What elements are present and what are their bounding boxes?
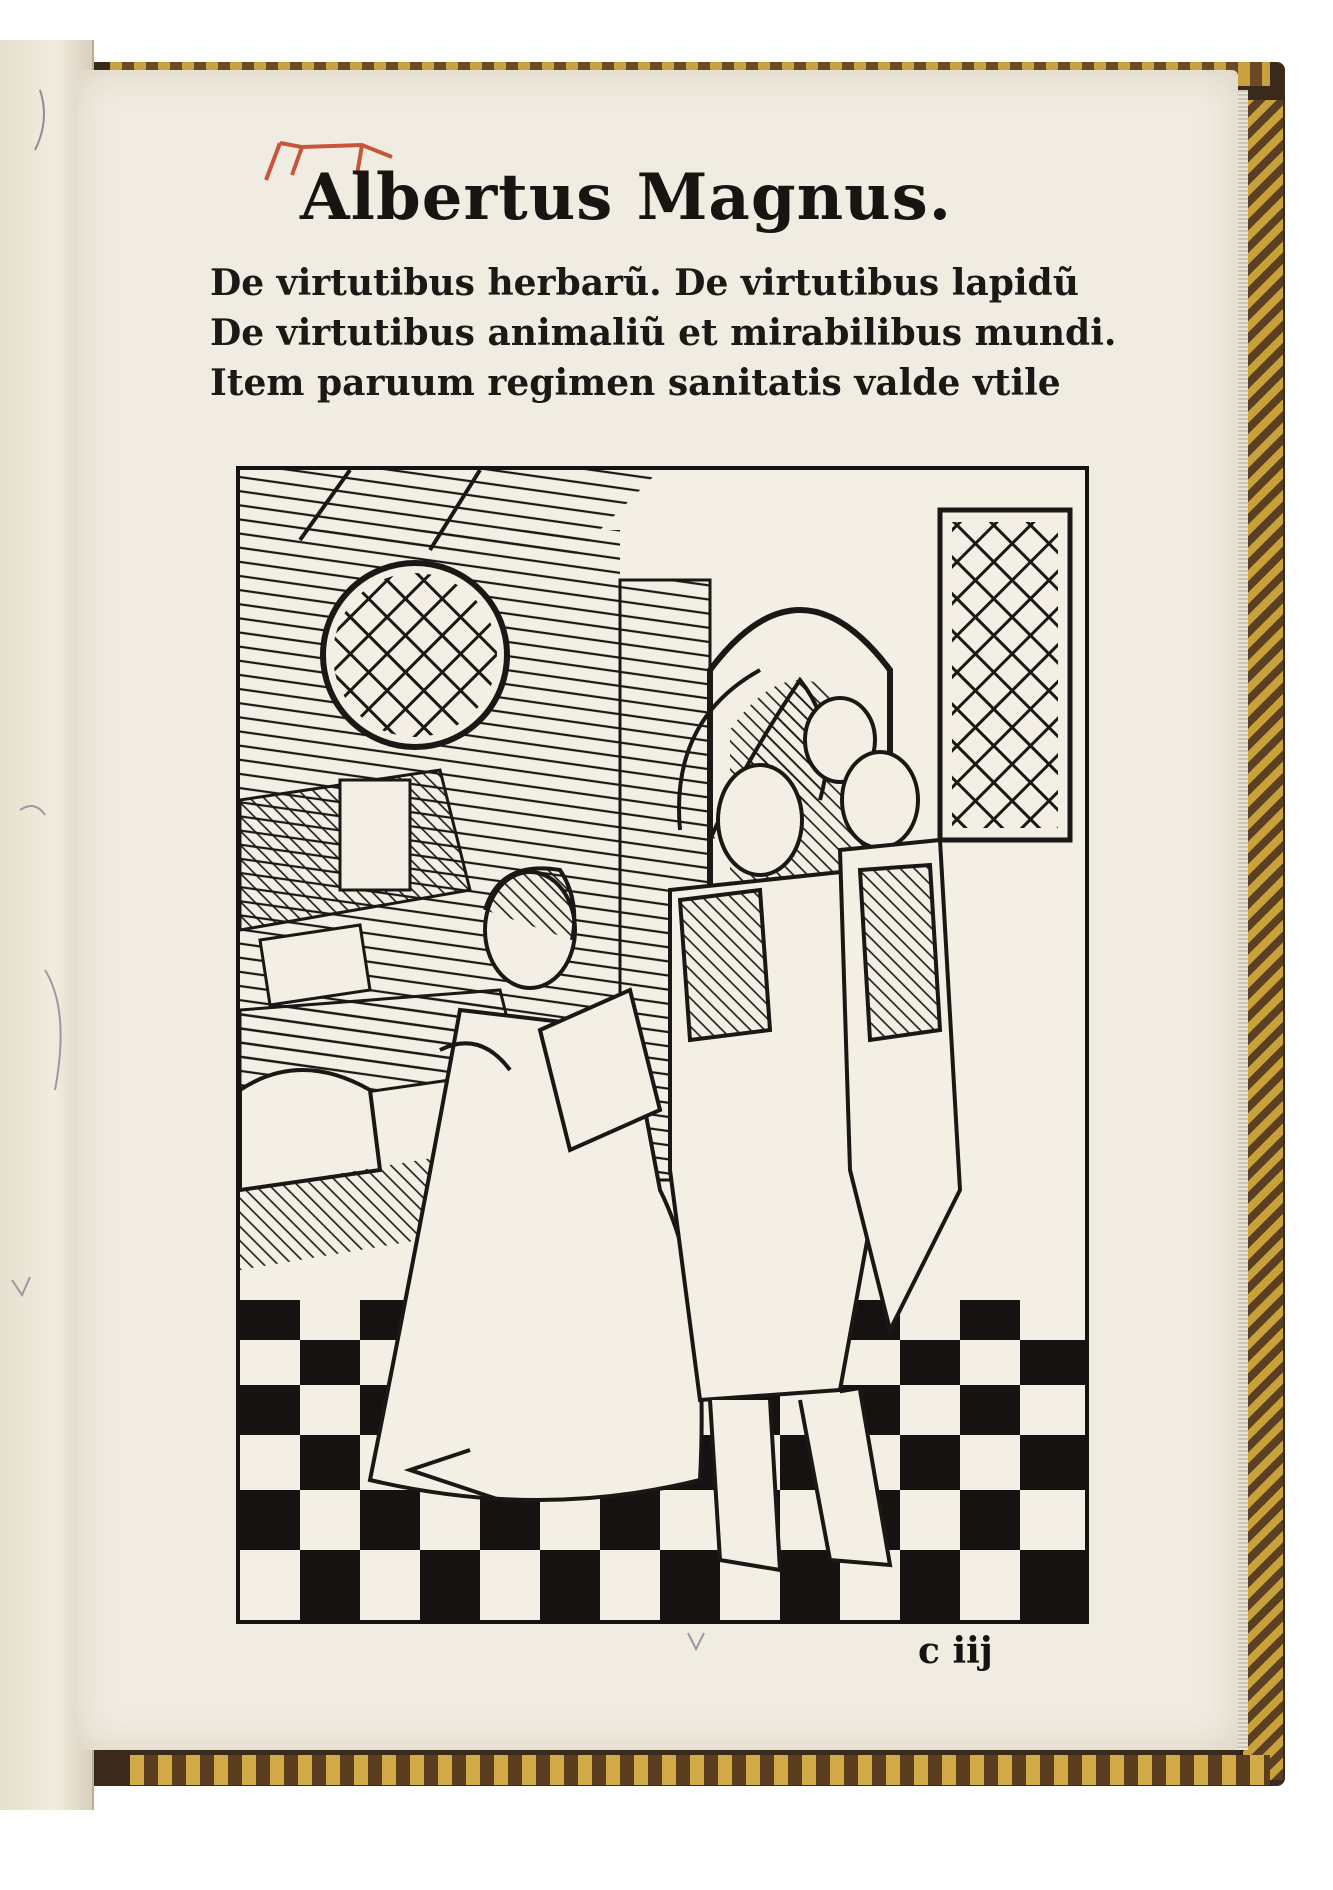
title-line-3: Item paruum regimen sanitatis valde vtile (210, 362, 1061, 404)
signature-mark: c iij (918, 1630, 993, 1672)
woodcut-drawing (240, 470, 1085, 1620)
pencil-mark (682, 1625, 712, 1655)
title-line-1: De virtutibus herbarũ. De virtutibus lapidũ (210, 262, 1079, 304)
woodcut-illustration (236, 466, 1089, 1624)
book-title: Albertus Magnus. (300, 160, 952, 235)
title-line-2: De virtutibus animaliũ et mirabilibus mundi. (210, 312, 1117, 354)
gilt-border-bottom (130, 1755, 1270, 1785)
